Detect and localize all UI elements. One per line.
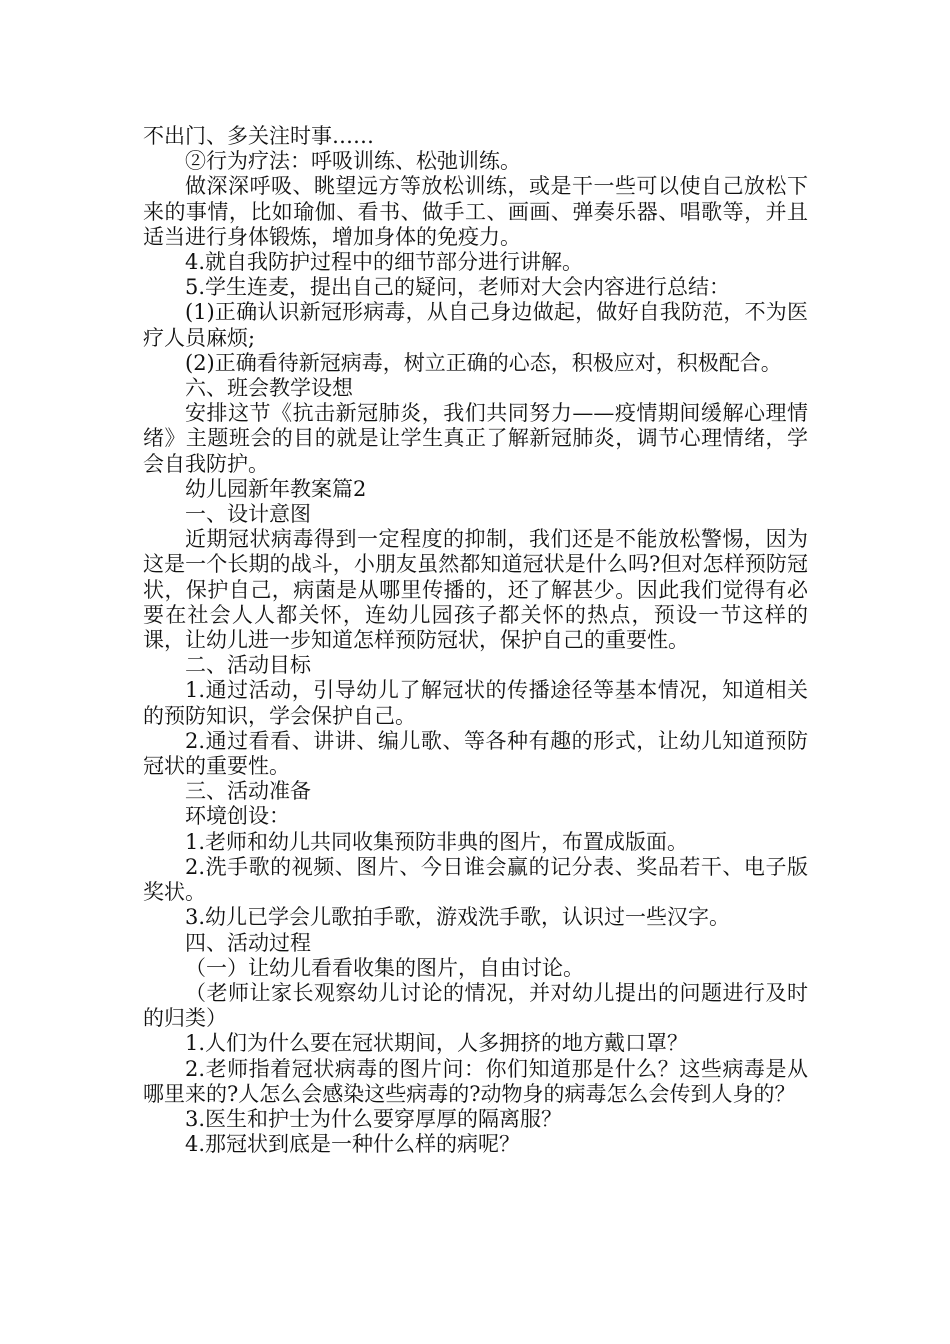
section-heading: 一、设计意图 — [185, 502, 311, 527]
paragraph: 1.老师和幼儿共同收集预防非典的图片，布置成版面。 — [185, 829, 689, 854]
paragraph: (2)正确看待新冠病毒，树立正确的心态，积极应对，积极配合。 — [185, 350, 782, 375]
paragraph: 做深深呼吸、眺望远方等放松训练，或是干一些可以使自己放松下来的事情，比如瑜伽、看书、做手工、画画、弹奏乐器、唱歌等，并且适当进行身体锻炼，增加身体的免疫力。 — [143, 174, 808, 249]
article-title: 幼儿园新年教案篇2 — [185, 476, 367, 501]
paragraph: 近期冠状病毒得到一定程度的抑制，我们还是不能放松警惕，因为这是一个长期的战斗，小朋友虽然都知道冠状是什么吗?但对怎样预防冠状，保护自己，病菌是从哪里传播的，还了解甚少。因此我们觉得有必要在社会人人都关怀，连幼儿园孩子都关怀的热点，预设一节这样的课，让幼儿进一步知道怎样预防冠状，保护自己的重要性。 — [143, 527, 808, 653]
paragraph: （老师让家长观察幼儿讨论的情况，并对幼儿提出的问题进行及时的归类） — [143, 980, 808, 1031]
paragraph: 2.老师指着冠状病毒的图片问：你们知道那是什么？这些病毒是从哪里来的?人怎么会感染这些病毒的?动物身的病毒怎么会传到人身的？ — [143, 1056, 808, 1106]
paragraph: 不出门、多关注时事…… — [143, 124, 374, 148]
paragraph: 3.医生和护士为什么要穿厚厚的隔离服？ — [185, 1106, 563, 1131]
paragraph: 安排这节《抗击新冠肺炎，我们共同努力——疫情期间缓解心理情绪》主题班会的目的就是让学生真正了解新冠肺炎，调节心理情绪，学会自我防护。 — [143, 401, 808, 476]
section-heading: 三、活动准备 — [185, 779, 311, 804]
paragraph: （一）让幼儿看看收集的图片，自由讨论。 — [185, 955, 584, 980]
section-heading: 六、班会教学设想 — [185, 376, 353, 401]
paragraph: 环境创设： — [185, 804, 290, 829]
paragraph: 5.学生连麦，提出自己的疑问，老师对大会内容进行总结： — [185, 275, 731, 300]
paragraph: 2.洗手歌的视频、图片、今日谁会赢的记分表、奖品若干、电子版奖状。 — [143, 854, 808, 905]
paragraph: 2.通过看看、讲讲、编儿歌、等各种有趣的形式，让幼儿知道预防冠状的重要性。 — [143, 728, 808, 779]
paragraph: 1.通过活动，引导幼儿了解冠状的传播途径等基本情况，知道相关的预防知识，学会保护自己。 — [143, 678, 808, 728]
paragraph: ②行为疗法：呼吸训练、松弛训练。 — [185, 149, 521, 174]
section-heading: 二、活动目标 — [185, 653, 311, 678]
paragraph: 1.人们为什么要在冠状期间，人多拥挤的地方戴口罩？ — [185, 1031, 689, 1056]
document-page — [143, 124, 808, 1157]
paragraph: 3.幼儿已学会儿歌拍手歌，游戏洗手歌，认识过一些汉字。 — [185, 905, 731, 930]
paragraph: 4.就自我防护过程中的细节部分进行讲解。 — [185, 250, 584, 275]
paragraph: (1)正确认识新冠形病毒，从自己身边做起，做好自我防范，不为医疗人员麻烦; — [143, 300, 808, 350]
paragraph: 4.那冠状到底是一种什么样的病呢？ — [185, 1132, 521, 1157]
section-heading: 四、活动过程 — [185, 930, 311, 955]
